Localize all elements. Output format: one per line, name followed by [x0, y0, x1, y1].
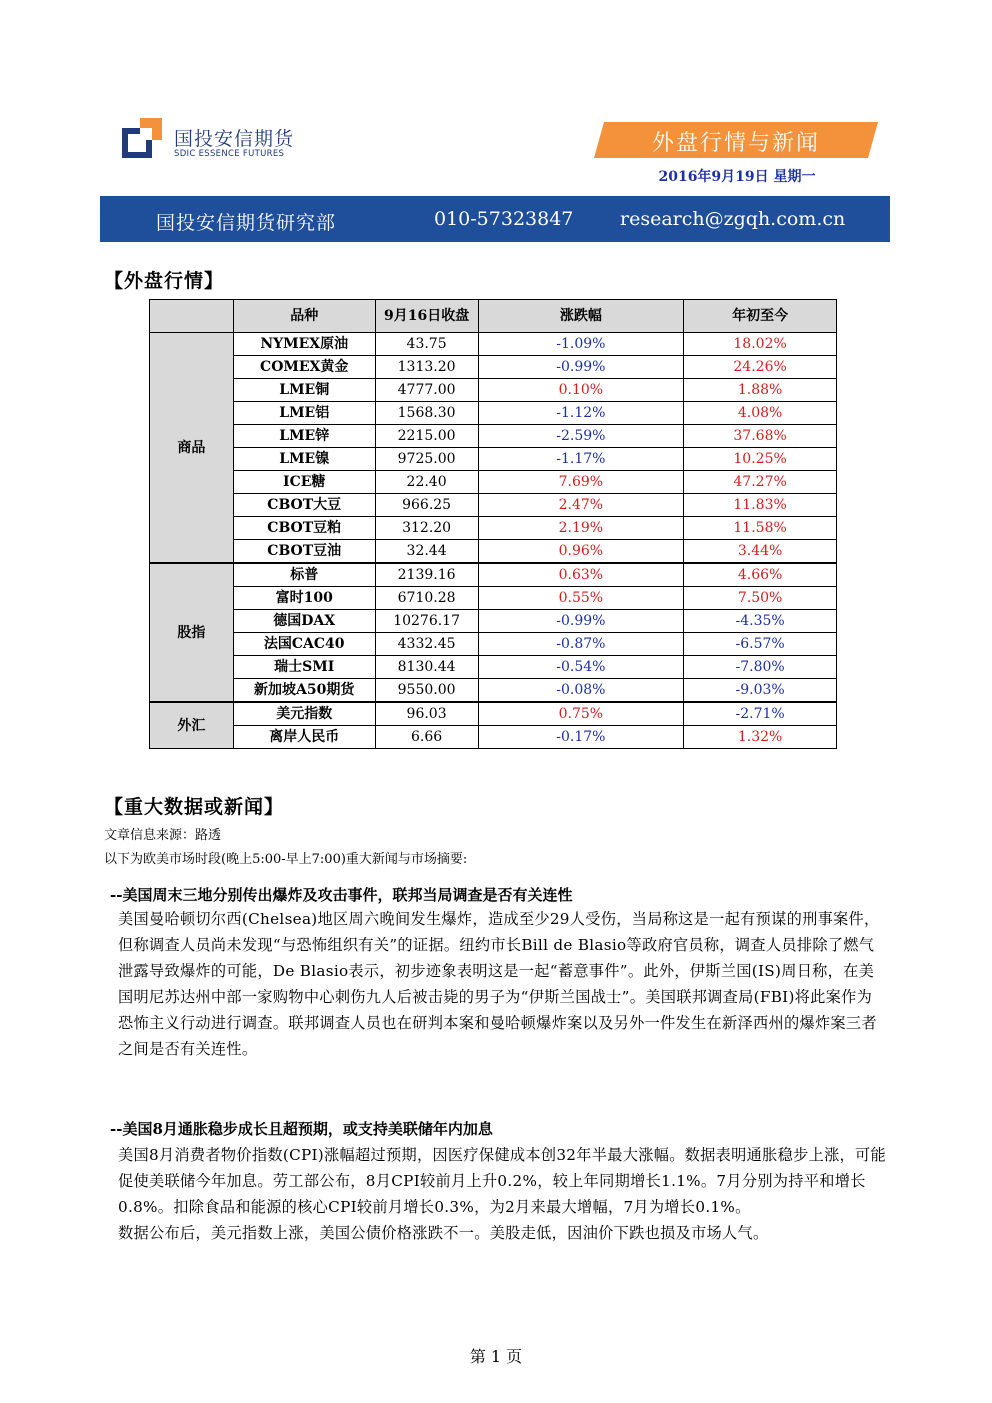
- instrument-name-cell: LME铝: [233, 402, 375, 425]
- ytd-change-cell: 1.88%: [684, 379, 837, 402]
- table-row: [150, 448, 837, 471]
- instrument-name-cell: 德国DAX: [233, 610, 375, 633]
- change-cell: -1.17%: [478, 448, 684, 471]
- table-row: [150, 402, 837, 425]
- instrument-name-cell: 标普: [233, 563, 375, 587]
- category-cell: 商品: [150, 333, 234, 564]
- change-cell: -0.99%: [478, 356, 684, 379]
- close-price-cell: 2139.16: [375, 563, 478, 587]
- instrument-name-cell: 新加坡A50期货: [233, 679, 375, 703]
- close-price-cell: 10276.17: [375, 610, 478, 633]
- close-price-cell: 22.40: [375, 471, 478, 494]
- table-row: [150, 540, 837, 564]
- close-price-cell: 312.20: [375, 517, 478, 540]
- phone-number: 010-57323847: [434, 208, 574, 230]
- news-paragraph: 美国8月消费者物价指数(CPI)涨幅超过预期，因医疗保健成本创32年半最大涨幅。数据表明通胀稳步上涨，可能促使美联储今年加息。劳工部公布，8月CPI较前月上升0.2%，较上年同期增长1.1%。7月分别为持平和增长0.8%。扣除食品和能源的核心CPI较前月增长0.3%，为2月来最大增幅，7月为增长0.1%。: [118, 1146, 887, 1216]
- change-cell: 0.55%: [478, 587, 684, 610]
- category-cell: 外汇: [150, 702, 234, 749]
- ytd-change-cell: 3.44%: [684, 540, 837, 564]
- column-header-close: 9月16日收盘: [375, 300, 478, 333]
- news-body-1: [118, 906, 886, 1062]
- close-price-cell: 96.03: [375, 702, 478, 726]
- company-logo-icon: [122, 118, 162, 158]
- table-row: [150, 333, 837, 356]
- report-date: 2016年9月19日 星期一: [658, 169, 816, 185]
- close-price-cell: 4777.00: [375, 379, 478, 402]
- instrument-name-cell: COMEX黄金: [233, 356, 375, 379]
- table-row: [150, 356, 837, 379]
- table-row: [150, 517, 837, 540]
- instrument-name-cell: CBOT豆油: [233, 540, 375, 564]
- change-cell: -0.08%: [478, 679, 684, 703]
- instrument-name-cell: ICE糖: [233, 471, 375, 494]
- ytd-change-cell: -2.71%: [684, 702, 837, 726]
- instrument-name-cell: CBOT大豆: [233, 494, 375, 517]
- news-headline-1: --美国周末三地分别传出爆炸及攻击事件，联邦当局调查是否有关连性: [110, 886, 573, 904]
- logo-chinese-name: 国投安信期货: [174, 128, 295, 150]
- ytd-change-cell: -4.35%: [684, 610, 837, 633]
- instrument-name-cell: CBOT豆粕: [233, 517, 375, 540]
- instrument-name-cell: 富时100: [233, 587, 375, 610]
- ytd-change-cell: 11.58%: [684, 517, 837, 540]
- close-price-cell: 9550.00: [375, 679, 478, 703]
- close-price-cell: 9725.00: [375, 448, 478, 471]
- table-row: [150, 702, 837, 726]
- instrument-name-cell: 法国CAC40: [233, 633, 375, 656]
- change-cell: 0.75%: [478, 702, 684, 726]
- news-intro: 以下为欧美市场时段(晚上5:00-早上7:00)重大新闻与市场摘要:: [104, 852, 468, 867]
- ytd-change-cell: 37.68%: [684, 425, 837, 448]
- instrument-name-cell: LME铜: [233, 379, 375, 402]
- news-paragraph: 美国曼哈顿切尔西(Chelsea)地区周六晚间发生爆炸，造成至少29人受伤，当局称这是一起有预谋的刑事案件，但称调查人员尚未发现“与恐怖组织有关”的证据。纽约市长Bill de Blasio等政府官员称，调查人员排除了燃气泄露导致爆炸的可能，De Blasio表示，初步迹象表明这是一起“蓄意事件”。此外，伊斯兰国(IS)周日称，在美国明尼苏达州中部一家购物中心刺伤九人后被击毙的男子为“伊斯兰国战士”。美国联邦调查局(FBI)将此案作为恐怖主义行动进行调查。联邦调查人员也在研判本案和曼哈顿爆炸案以及另外一件发生在新泽西州的爆炸案三者之间是否有关连性。: [118, 910, 880, 1058]
- news-body-2: [118, 1142, 886, 1246]
- department-name: 国投安信期货研究部: [156, 212, 337, 234]
- column-header-change: 涨跌幅: [478, 300, 684, 333]
- column-header-ytd: 年初至今: [684, 300, 837, 333]
- change-cell: -1.09%: [478, 333, 684, 356]
- ytd-change-cell: 7.50%: [684, 587, 837, 610]
- change-cell: -1.12%: [478, 402, 684, 425]
- ytd-change-cell: 4.08%: [684, 402, 837, 425]
- market-quotes-table: [149, 299, 837, 749]
- ytd-change-cell: -7.80%: [684, 656, 837, 679]
- close-price-cell: 966.25: [375, 494, 478, 517]
- news-paragraph: 数据公布后，美元指数上涨，美国公债价格涨跌不一。美股走低，因油价下跌也损及市场人气。: [118, 1224, 769, 1242]
- close-price-cell: 4332.45: [375, 633, 478, 656]
- change-cell: 2.19%: [478, 517, 684, 540]
- close-price-cell: 8130.44: [375, 656, 478, 679]
- close-price-cell: 2215.00: [375, 425, 478, 448]
- instrument-name-cell: 离岸人民币: [233, 726, 375, 749]
- news-headline-2: --美国8月通胀稳步成长且超预期，或支持美联储年内加息: [110, 1120, 493, 1138]
- ytd-change-cell: 4.66%: [684, 563, 837, 587]
- close-price-cell: 6710.28: [375, 587, 478, 610]
- change-cell: 2.47%: [478, 494, 684, 517]
- close-price-cell: 32.44: [375, 540, 478, 564]
- report-title: 外盘行情与新闻: [651, 131, 820, 156]
- change-cell: -0.54%: [478, 656, 684, 679]
- table-row: [150, 563, 837, 587]
- ytd-change-cell: 11.83%: [684, 494, 837, 517]
- change-cell: -2.59%: [478, 425, 684, 448]
- change-cell: -0.87%: [478, 633, 684, 656]
- close-price-cell: 43.75: [375, 333, 478, 356]
- page-number: 第 1 页: [469, 1347, 523, 1366]
- email-link[interactable]: research@zgqh.com.cn: [620, 208, 846, 230]
- market-section-title: 【外盘行情】: [104, 270, 225, 292]
- header-blank-cell: [150, 300, 234, 333]
- close-price-cell: 6.66: [375, 726, 478, 749]
- close-price-cell: 1568.30: [375, 402, 478, 425]
- category-cell: 股指: [150, 563, 234, 702]
- instrument-name-cell: 瑞士SMI: [233, 656, 375, 679]
- ytd-change-cell: 47.27%: [684, 471, 837, 494]
- change-cell: 0.63%: [478, 563, 684, 587]
- instrument-name-cell: LME锌: [233, 425, 375, 448]
- table-row: [150, 679, 837, 703]
- instrument-name-cell: 美元指数: [233, 702, 375, 726]
- table-row: [150, 471, 837, 494]
- table-row: [150, 633, 837, 656]
- table-row: [150, 726, 837, 749]
- news-section-title: 【重大数据或新闻】: [104, 796, 285, 818]
- ytd-change-cell: -6.57%: [684, 633, 837, 656]
- ytd-change-cell: 1.32%: [684, 726, 837, 749]
- ytd-change-cell: 24.26%: [684, 356, 837, 379]
- news-source: 文章信息来源：路透: [104, 828, 222, 843]
- table-row: [150, 610, 837, 633]
- change-cell: -0.17%: [478, 726, 684, 749]
- column-header-name: 品种: [233, 300, 375, 333]
- table-row: [150, 494, 837, 517]
- table-row: [150, 656, 837, 679]
- change-cell: 0.10%: [478, 379, 684, 402]
- ytd-change-cell: 18.02%: [684, 333, 837, 356]
- change-cell: 7.69%: [478, 471, 684, 494]
- ytd-change-cell: -9.03%: [684, 679, 837, 703]
- instrument-name-cell: LME镍: [233, 448, 375, 471]
- table-row: [150, 587, 837, 610]
- table-row: [150, 379, 837, 402]
- ytd-change-cell: 10.25%: [684, 448, 837, 471]
- close-price-cell: 1313.20: [375, 356, 478, 379]
- logo-english-name: SDIC ESSENCE FUTURES: [174, 149, 285, 159]
- change-cell: 0.96%: [478, 540, 684, 564]
- instrument-name-cell: NYMEX原油: [233, 333, 375, 356]
- table-row: [150, 425, 837, 448]
- change-cell: -0.99%: [478, 610, 684, 633]
